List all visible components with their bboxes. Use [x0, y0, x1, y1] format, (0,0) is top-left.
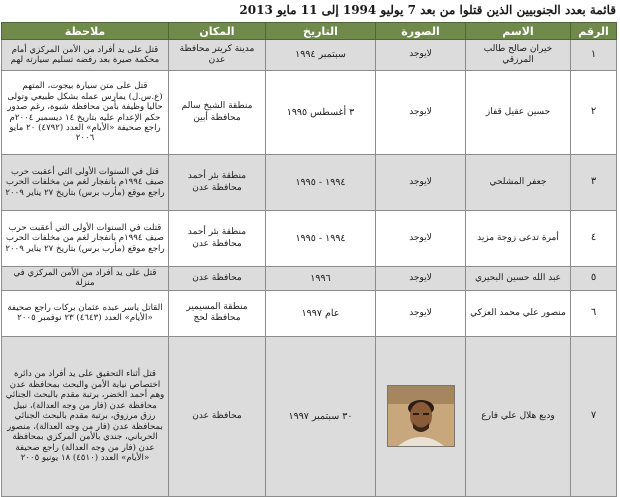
row-num: ٧ — [571, 336, 617, 496]
row-note: القاتل ياسر عبده عثمان بركات راجع صحيفة «الأيام» العدد (٤٦٤٣) ٢٣ نوفمبر ٢٠٠٥ — [2, 290, 169, 336]
row-name: وديع هلال علي فارع — [466, 336, 571, 496]
row-note: قتل على يد أفراد من الأمن المركزي في منزلة — [2, 267, 169, 291]
row-num: ٤ — [571, 211, 617, 267]
row-date: ١٩٩٦ — [266, 267, 376, 291]
row-name: عبد الله حسين البحيري — [466, 267, 571, 291]
row-date: عام ١٩٩٧ — [266, 290, 376, 336]
table-row — [2, 155, 617, 211]
row-date: ١٩٩٤ - ١٩٩٥ — [266, 155, 376, 211]
row-place: منطقة بئر أحمد محافظة عدن — [169, 155, 266, 211]
page-title: قائمة بعدد الجنوبيين الذين قتلوا من بعد 7 يوليو 1994 إلى 11 مايو 2013 — [239, 3, 616, 17]
row-photo: لايوجد — [376, 71, 466, 155]
row-note: قتل على متن سيارة بيجوت، المتهم (ع.س.ل) يمارس عمله بشكل طبيعي وتولى حاليا وظيفة بأمن محافظة شبوة، رغم صدور حكم الإعدام عليه بتاريخ ١٤ ديسمبر ٢٠٠٤م راجع صحيفة «الأيام» العدد (٤٧٩٢) ٢٠ مايو ٢٠٠٦ — [2, 71, 169, 155]
row-date: سبتمبر ١٩٩٤ — [266, 40, 376, 71]
row-num: ٥ — [571, 267, 617, 291]
row-name: خيران صالح طالب المرزقي — [466, 40, 571, 71]
table-row — [2, 71, 617, 155]
row-place: منطقة المسيمير محافظة لحج — [169, 290, 266, 336]
row-name: جعفر المشلحي — [466, 155, 571, 211]
row-photo — [376, 336, 466, 496]
row-place: محافظة عدن — [169, 336, 266, 496]
row-num: ١ — [571, 40, 617, 71]
row-photo: لايوجد — [376, 267, 466, 291]
row-photo: لايوجد — [376, 290, 466, 336]
row-photo: لايوجد — [376, 155, 466, 211]
victim-photo — [387, 385, 455, 447]
row-place: محافظة عدن — [169, 267, 266, 291]
row-name: منصور علي محمد العزكي — [466, 290, 571, 336]
header-note: ملاحظة — [2, 23, 169, 40]
row-photo: لايوجد — [376, 211, 466, 267]
row-name: أمرة تدعى زوجة مزيد — [466, 211, 571, 267]
table-row — [2, 211, 617, 267]
row-num: ٦ — [571, 290, 617, 336]
header-name: الاسم — [466, 23, 571, 40]
victims-table — [1, 22, 617, 497]
table-header-row — [2, 23, 617, 40]
table-row — [2, 40, 617, 71]
row-name: حسين عقيل قفاز — [466, 71, 571, 155]
header-place: المكان — [169, 23, 266, 40]
table-row — [2, 290, 617, 336]
row-num: ٣ — [571, 155, 617, 211]
row-note: قتل على يد أفراد من الأمن المركزي أمام محكمة صيرة بعد رفضه تسليم سيارته لهم — [2, 40, 169, 71]
header-num: الرقم — [571, 23, 617, 40]
row-note: قتل أثناء التحقيق على يد أفراد من دائرة اختصاص نيابة الأمن والبحث بمحافظة عدن وهم أحمد الخضر، برتبة مقدم بالبحث الجنائي محافظة عدن (فار من وجه العدالة)، نبيل رزق مرزوق، برتبة مقدم بالبحث الجنائي بمحافظة عدن (فار من وجه العدالة)، منصور الحرباني، جندي بالأمن المركزي بمحافظة عدن (فار من وجه العدالة) راجع صحيفة «الأيام» العدد (٤٥١٠) ١٨ يونيو ٢٠٠٥ — [2, 336, 169, 496]
row-num: ٢ — [571, 71, 617, 155]
row-date: ٣ أغسطس ١٩٩٥ — [266, 71, 376, 155]
row-place: مدينة كريتر محافظة عدن — [169, 40, 266, 71]
row-place: منطقة بئر أحمد محافظة عدن — [169, 211, 266, 267]
table-row — [2, 267, 617, 291]
row-date: ٣٠ سبتمبر ١٩٩٧ — [266, 336, 376, 496]
row-date: ١٩٩٤ - ١٩٩٥ — [266, 211, 376, 267]
row-note: قتلت في السنوات الأولى التي أعقبت حرب صيف ١٩٩٤م بانفجار لغم من مخلفات الحرب راجع موقع (مأرب برس) بتاريخ ٢٧ يناير ٢٠٠٩ — [2, 211, 169, 267]
row-place: منطقة الشيخ سالم محافظة أبين — [169, 71, 266, 155]
header-photo: الصورة — [376, 23, 466, 40]
row-note: قتل في السنوات الأولى التي أعقبت حرب صيف ١٩٩٤م بانفجار لغم من مخلفات الحرب راجع موقع (مأرب برس) بتاريخ ٢٧ يناير ٢٠٠٩ — [2, 155, 169, 211]
table-row — [2, 336, 617, 496]
row-photo: لايوجد — [376, 40, 466, 71]
header-date: التاريخ — [266, 23, 376, 40]
